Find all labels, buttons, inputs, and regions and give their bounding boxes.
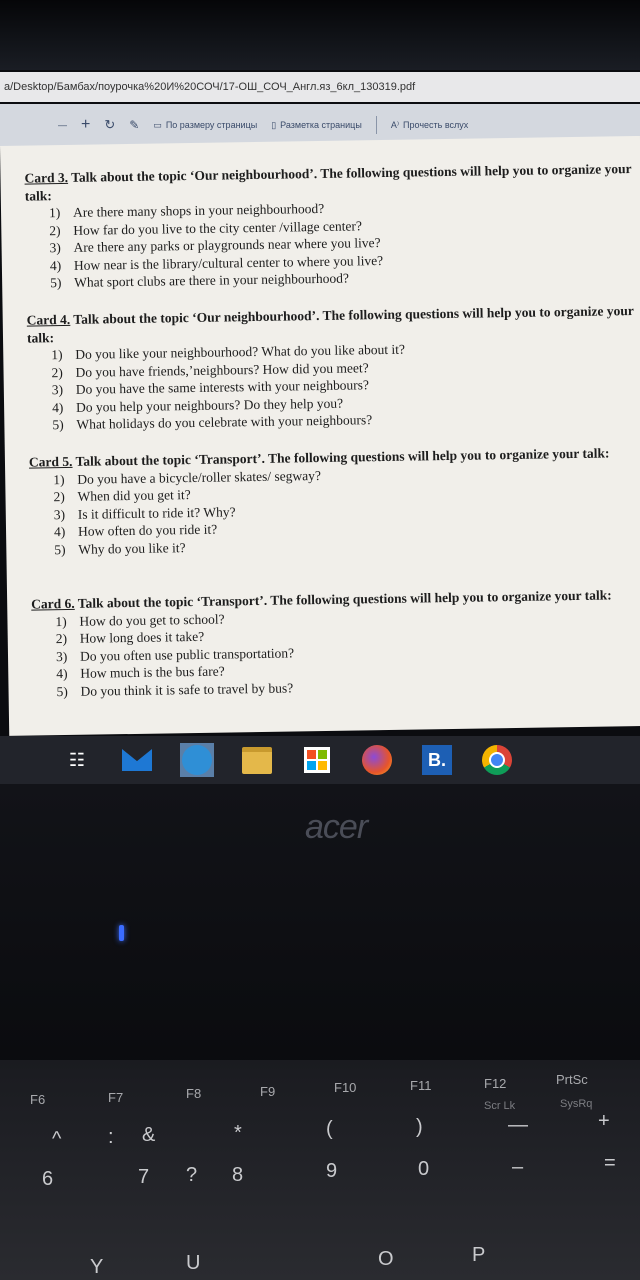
card-heading: Card 4. Talk about the topic ‘Our neighbourhood’. The following questions will help you to organize your talk: [26, 303, 634, 346]
key-9[interactable]: 9 [326, 1160, 338, 1182]
key-u[interactable]: U [186, 1252, 201, 1274]
key-ampersand: & [142, 1124, 156, 1146]
key-7[interactable]: 7 [138, 1166, 150, 1188]
taskbar [0, 736, 640, 784]
card-heading: Card 3. Talk about the topic ‘Our neighbourhood’. The following questions will help you to organize your talk: [24, 161, 632, 204]
question-item: 2) Do you have friends,’neighbours? How did you meet? [51, 359, 369, 380]
question-item: 5) What sport clubs are there in your neighbourhood? [50, 270, 350, 291]
card-4 [27, 302, 640, 434]
page-layout-button[interactable]: ▯ Разметка страницы [271, 119, 362, 130]
key-6[interactable]: 6 [42, 1168, 54, 1190]
key-f12[interactable]: F12 [484, 1076, 507, 1091]
rotate-icon[interactable]: ↻ [104, 117, 116, 132]
fit-page-button[interactable]: ▭ По размеру страницы [153, 119, 258, 130]
key-lparen: ( [326, 1118, 333, 1140]
key-f9[interactable]: F9 [260, 1084, 276, 1099]
key-f6[interactable]: F6 [30, 1092, 46, 1107]
file-explorer-icon[interactable] [240, 743, 274, 777]
question-item: 4) Do you help your neighbours? Do they help you? [51, 395, 344, 415]
question-item: 5) What holidays do you celebrate with your neighbours? [52, 412, 373, 433]
key-caret: ^ [52, 1128, 62, 1150]
store-icon[interactable] [300, 743, 334, 777]
key-scrlk-label: Scr Lk [484, 1100, 516, 1112]
brand-logo: acer [305, 808, 368, 846]
key-question: ? [186, 1164, 198, 1186]
card-heading: Card 6. Talk about the topic ‘Transport’. The following questions will help you to organize your talk: [31, 587, 612, 612]
zoom-out-button[interactable]: — [58, 120, 67, 130]
key-0[interactable]: 0 [418, 1158, 430, 1180]
chrome-icon[interactable] [480, 743, 514, 777]
key-8[interactable]: 8 [232, 1164, 244, 1186]
read-aloud-icon: A⁾ [390, 119, 400, 130]
address-bar[interactable]: a/Desktop/Бамбах/поурочка%20И%20СОЧ/17-ОШ_СОЧ_Англ.яз_6кл_130319.pdf [0, 72, 640, 102]
question-item: 2) How long does it take? [55, 628, 205, 647]
question-item: 2) How far do you live to the city center /village center? [49, 217, 363, 238]
mail-icon[interactable] [120, 743, 154, 777]
question-item: 4) How often do you ride it? [53, 521, 218, 540]
question-item: 1) Do you have a bicycle/roller skates/ segway? [53, 467, 321, 487]
key-o[interactable]: O [378, 1248, 394, 1270]
draw-icon[interactable]: ✎ [129, 118, 140, 132]
toolbar-divider [376, 116, 377, 134]
question-item: 4) How near is the library/cultural center to where you live? [49, 252, 384, 273]
question-item: 2) When did you get it? [53, 487, 191, 505]
card-3 [24, 160, 640, 292]
key-f11[interactable]: F11 [410, 1078, 432, 1093]
key-sysrq-label: SysRq [560, 1098, 593, 1110]
key-asterisk: * [234, 1122, 242, 1144]
key-colon: : [108, 1126, 114, 1148]
firefox-icon[interactable] [360, 743, 394, 777]
key-dash: — [508, 1114, 528, 1136]
question-item: 5) Why do you like it? [54, 539, 186, 557]
key-f10[interactable]: F10 [334, 1080, 357, 1095]
question-item: 3) Do you have the same interests with your neighbours? [51, 377, 370, 398]
card-6 [31, 586, 640, 701]
key-p[interactable]: P [472, 1244, 486, 1266]
key-minus[interactable]: – [512, 1156, 524, 1178]
keyboard [0, 1060, 640, 1280]
top-bezel [0, 0, 640, 70]
key-prtsc[interactable]: PrtSc [556, 1072, 588, 1087]
card-5 [29, 444, 640, 559]
question-item: 1) Are there many shops in your neighbourhood? [48, 200, 325, 221]
b-app-icon[interactable]: B. [420, 743, 454, 777]
page-layout-icon: ▯ [271, 119, 277, 130]
question-item: 3) Is it difficult to ride it? Why? [53, 503, 236, 522]
question-item: 4) How much is the bus fare? [56, 663, 225, 682]
pdf-page [0, 136, 640, 736]
key-y[interactable]: Y [90, 1256, 104, 1278]
question-item: 5) Do you think it is safe to travel by bus? [56, 679, 294, 699]
task-view-icon[interactable]: ☷ [68, 749, 86, 770]
key-equals[interactable]: = [604, 1152, 616, 1174]
read-aloud-button[interactable]: A⁾ Прочесть вслух [390, 119, 469, 130]
question-item: 1) How do you get to school? [55, 611, 225, 629]
key-plus: + [598, 1110, 610, 1132]
zoom-in-button[interactable]: + [81, 116, 91, 133]
question-item: 3) Are there any parks or playgrounds near where you live? [49, 235, 381, 256]
card-heading: Card 5. Talk about the topic ‘Transport’. The following questions will help you to organize your talk: [28, 445, 610, 470]
key-f8[interactable]: F8 [186, 1086, 202, 1101]
question-item: 1) Do you like your neighbourhood? What do you like about it? [51, 341, 406, 363]
question-item: 3) Do you often use public transportation? [55, 644, 295, 664]
key-f7[interactable]: F7 [108, 1090, 124, 1105]
key-rparen: ) [416, 1116, 423, 1138]
fit-page-icon: ▭ [153, 119, 162, 130]
status-led [119, 925, 124, 941]
edge-icon[interactable] [180, 743, 214, 777]
